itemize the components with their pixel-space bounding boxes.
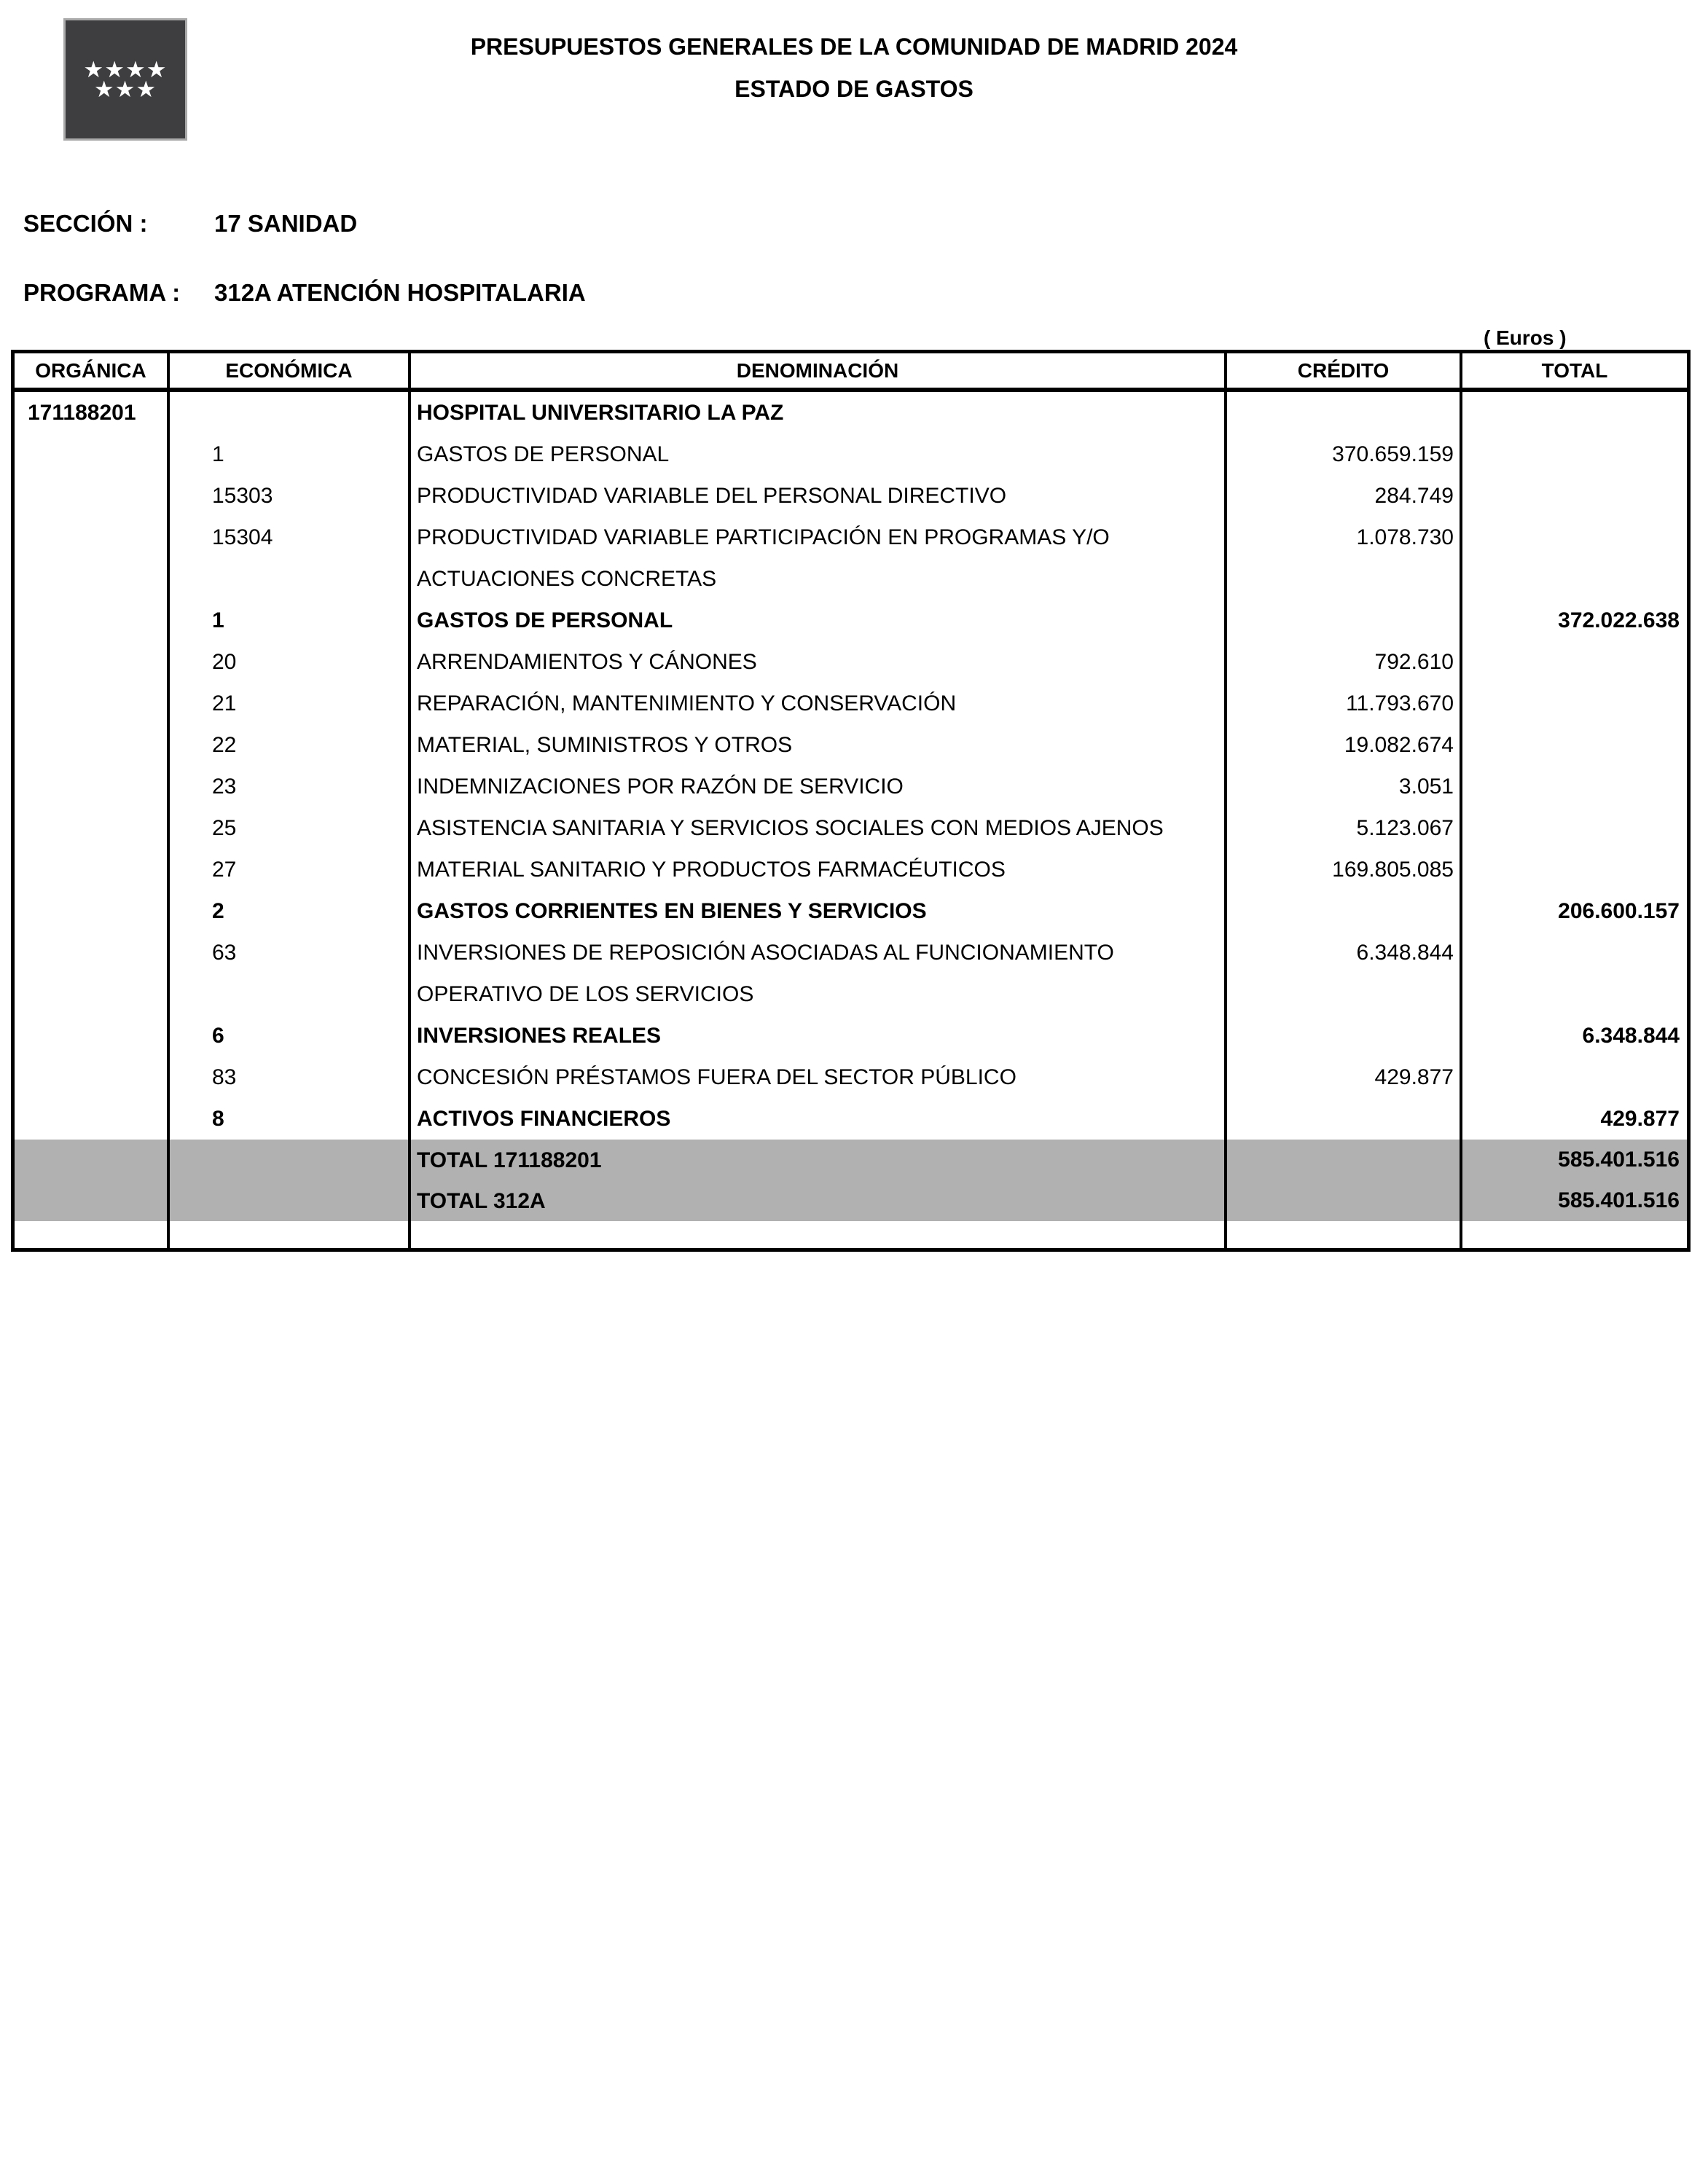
cell-credito <box>1227 392 1462 434</box>
cell-economica: 15304 <box>170 517 411 600</box>
table-row <box>15 600 1687 641</box>
cell-denominacion <box>411 807 1227 849</box>
denominacion-line-1: GASTOS DE PERSONAL <box>417 442 670 466</box>
cell-total <box>1462 641 1687 683</box>
denominacion-line-1: CONCESIÓN PRÉSTAMOS FUERA DEL SECTOR PÚBLICO <box>417 1065 1016 1089</box>
cell-denominacion <box>411 517 1227 600</box>
table-row <box>15 392 1687 434</box>
denominacion-line-1: MATERIAL SANITARIO Y PRODUCTOS FARMACÉUTICOS <box>417 858 1006 882</box>
table-row <box>15 434 1687 475</box>
table-row <box>15 1015 1687 1056</box>
cell-denominacion <box>411 641 1227 683</box>
cell-total: 206.600.157 <box>1558 899 1680 923</box>
cell-economica: 6 <box>170 1015 411 1056</box>
cell-credito: 370.659.159 <box>1227 434 1462 475</box>
column-header-total: TOTAL <box>1541 359 1608 382</box>
cell-economica <box>170 1180 411 1221</box>
cell-credito: 169.805.085 <box>1227 849 1462 890</box>
denominacion-line-1: ASISTENCIA SANITARIA Y SERVICIOS SOCIALES CON MEDIOS AJENOS <box>417 816 1164 840</box>
table-header-row <box>15 353 1687 392</box>
denominacion-line-1: TOTAL 171188201 <box>417 1148 602 1172</box>
cell-organica <box>15 1180 170 1221</box>
cell-organica: 171188201 <box>15 392 170 434</box>
cell-organica <box>15 475 170 517</box>
cell-credito <box>1227 600 1462 641</box>
cell-credito <box>1227 1140 1462 1180</box>
denominacion-line-1: INDEMNIZACIONES POR RAZÓN DE SERVICIO <box>417 775 904 799</box>
cell-organica <box>15 517 170 600</box>
cell-denominacion <box>411 1180 1227 1221</box>
column-header-credito: CRÉDITO <box>1227 353 1462 388</box>
table-row <box>15 517 1687 600</box>
cell-economica: 27 <box>170 849 411 890</box>
cell-total <box>1462 849 1687 890</box>
denominacion-line-1: ACTIVOS FINANCIEROS <box>417 1107 671 1131</box>
seccion-value: 17 SANIDAD <box>214 210 358 237</box>
cell-credito: 792.610 <box>1227 641 1462 683</box>
denominacion-line-2: OPERATIVO DE LOS SERVICIOS <box>417 982 754 1006</box>
cell-denominacion <box>411 434 1227 475</box>
cell-organica <box>15 807 170 849</box>
denominacion-line-2: ACTUACIONES CONCRETAS <box>417 567 717 591</box>
cell-total: 372.022.638 <box>1558 608 1680 632</box>
cell-total: 585.401.516 <box>1558 1148 1680 1172</box>
table-body <box>15 392 1687 1221</box>
cell-economica: 1 <box>170 434 411 475</box>
programa-line <box>23 279 586 307</box>
cell-total <box>1462 724 1687 766</box>
denominacion-line-1: INVERSIONES DE REPOSICIÓN ASOCIADAS AL FUNCIONAMIENTO <box>417 941 1114 965</box>
cell-credito <box>1227 1180 1462 1221</box>
seccion-line <box>23 210 357 238</box>
denominacion-line-1: PRODUCTIVIDAD VARIABLE PARTICIPACIÓN EN PROGRAMAS Y/O <box>417 525 1110 549</box>
table-row <box>15 766 1687 807</box>
cell-credito: 19.082.674 <box>1227 724 1462 766</box>
cell-credito: 1.078.730 <box>1227 517 1462 600</box>
cell-economica: 20 <box>170 641 411 683</box>
cell-organica <box>15 766 170 807</box>
denominacion-line-1: REPARACIÓN, MANTENIMIENTO Y CONSERVACIÓN <box>417 691 957 715</box>
table-row <box>15 1180 1687 1221</box>
denominacion-line-1: ARRENDAMIENTOS Y CÁNONES <box>417 650 757 674</box>
cell-economica: 1 <box>170 600 411 641</box>
table-row <box>15 641 1687 683</box>
cell-credito: 3.051 <box>1227 766 1462 807</box>
cell-denominacion <box>411 724 1227 766</box>
cell-credito <box>1227 1015 1462 1056</box>
cell-economica: 83 <box>170 1056 411 1098</box>
denominacion-line-1: GASTOS DE PERSONAL <box>417 608 673 632</box>
cell-credito: 5.123.067 <box>1227 807 1462 849</box>
cell-credito: 429.877 <box>1227 1056 1462 1098</box>
cell-denominacion <box>411 475 1227 517</box>
cell-organica <box>15 641 170 683</box>
document-subtitle: ESTADO DE GASTOS <box>734 76 974 102</box>
cell-denominacion <box>411 392 1227 434</box>
cell-denominacion <box>411 600 1227 641</box>
cell-economica: 21 <box>170 683 411 724</box>
cell-organica <box>15 1140 170 1180</box>
seccion-label: SECCIÓN : <box>23 210 148 237</box>
budget-table <box>11 350 1691 1252</box>
table-empty-row <box>15 1221 1687 1248</box>
cell-organica <box>15 1015 170 1056</box>
cell-denominacion <box>411 683 1227 724</box>
cell-total: 6.348.844 <box>1582 1024 1680 1048</box>
column-header-economica: ECONÓMICA <box>170 353 411 388</box>
column-header-denominacion: DENOMINACIÓN <box>411 353 1227 388</box>
cell-total <box>1462 392 1687 434</box>
column-header-organica: ORGÁNICA <box>15 353 170 388</box>
denominacion-line-1: INVERSIONES REALES <box>417 1024 662 1048</box>
table-row <box>15 1140 1687 1180</box>
flag-stars-row-top: ★★★★ <box>83 57 168 82</box>
cell-total <box>1462 766 1687 807</box>
cell-credito <box>1227 890 1462 932</box>
cell-organica <box>15 683 170 724</box>
cell-denominacion <box>411 766 1227 807</box>
cell-economica: 8 <box>170 1098 411 1140</box>
cell-credito: 6.348.844 <box>1227 932 1462 1015</box>
cell-organica <box>15 434 170 475</box>
table-row <box>15 849 1687 890</box>
cell-organica <box>15 1098 170 1140</box>
cell-total <box>1462 807 1687 849</box>
document-title: PRESUPUESTOS GENERALES DE LA COMUNIDAD DE MADRID 2024 <box>470 34 1238 60</box>
denominacion-line-1: HOSPITAL UNIVERSITARIO LA PAZ <box>417 401 784 425</box>
cell-credito <box>1227 1098 1462 1140</box>
cell-economica: 15303 <box>170 475 411 517</box>
cell-economica: 22 <box>170 724 411 766</box>
denominacion-line-1: MATERIAL, SUMINISTROS Y OTROS <box>417 733 793 757</box>
cell-economica: 25 <box>170 807 411 849</box>
table-row <box>15 475 1687 517</box>
cell-organica <box>15 1056 170 1098</box>
cell-economica <box>170 1140 411 1180</box>
cell-total <box>1462 517 1687 600</box>
cell-total <box>1462 1056 1687 1098</box>
cell-total: 429.877 <box>1600 1107 1680 1131</box>
cell-organica <box>15 724 170 766</box>
cell-credito: 11.793.670 <box>1227 683 1462 724</box>
programa-label: PROGRAMA : <box>23 279 181 306</box>
cell-credito: 284.749 <box>1227 475 1462 517</box>
document-header <box>0 34 1708 102</box>
cell-denominacion <box>411 849 1227 890</box>
table-row <box>15 1098 1687 1140</box>
table-row <box>15 890 1687 932</box>
programa-value: 312A ATENCIÓN HOSPITALARIA <box>214 279 586 306</box>
flag-stars-row-bottom: ★★★ <box>93 77 157 102</box>
cell-economica: 23 <box>170 766 411 807</box>
cell-total <box>1462 434 1687 475</box>
cell-economica: 2 <box>170 890 411 932</box>
denominacion-line-1: PRODUCTIVIDAD VARIABLE DEL PERSONAL DIRECTIVO <box>417 484 1007 508</box>
cell-denominacion <box>411 1015 1227 1056</box>
table-row <box>15 807 1687 849</box>
cell-denominacion <box>411 1056 1227 1098</box>
cell-denominacion <box>411 1098 1227 1140</box>
table-row <box>15 683 1687 724</box>
cell-total <box>1462 475 1687 517</box>
cell-organica <box>15 600 170 641</box>
table-row <box>15 724 1687 766</box>
table-row <box>15 932 1687 1015</box>
currency-note: ( Euros ) <box>1484 326 1567 349</box>
cell-economica: 63 <box>170 932 411 1015</box>
cell-denominacion <box>411 1140 1227 1180</box>
cell-organica <box>15 890 170 932</box>
table-row <box>15 1056 1687 1098</box>
cell-organica <box>15 932 170 1015</box>
cell-denominacion <box>411 890 1227 932</box>
cell-economica <box>170 392 411 434</box>
denominacion-line-1: TOTAL 312A <box>417 1189 546 1213</box>
cell-total: 585.401.516 <box>1558 1188 1680 1212</box>
cell-total <box>1462 683 1687 724</box>
denominacion-line-1: GASTOS CORRIENTES EN BIENES Y SERVICIOS <box>417 899 927 923</box>
cell-total <box>1462 932 1687 1015</box>
cell-organica <box>15 849 170 890</box>
cell-denominacion <box>411 932 1227 1015</box>
